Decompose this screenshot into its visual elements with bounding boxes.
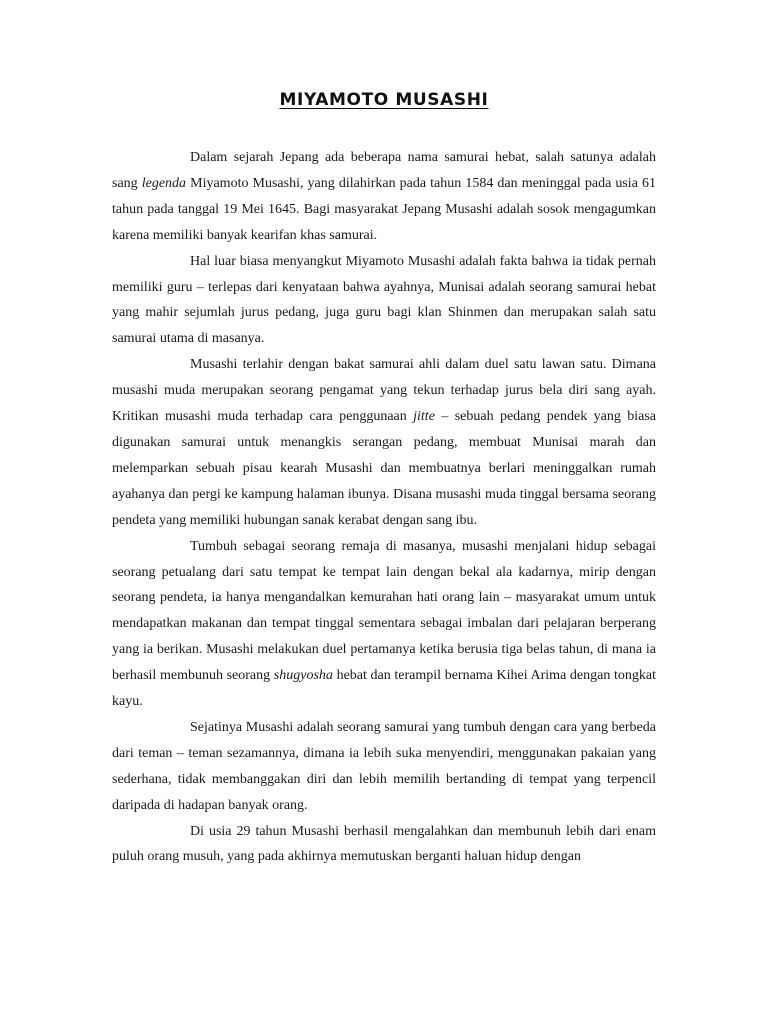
paragraph-4-text-a: Tumbuh sebagai seorang remaja di masanya, musashi menjalani hidup sebagai seorang petualang dari satu tempat ke tempat lain dengan bekal ala kadarnya, mirip dengan seorang pendeta, ia hanya mengandalkan kemurahan hati orang lain – masyarakat umum untuk mendapatkan makanan dan tempat tinggal sementara sebagai imbalan dari pelajaran berperang yang ia berikan. Musashi melakukan duel pertamanya ketika berusia tiga belas tahun, di mana ia berhasil membunuh seorang: [112, 538, 656, 684]
paragraph-1-text-b: Miyamoto Musashi, yang dilahirkan pada tahun 1584 dan meninggal pada usia 61 tahun pada tanggal 19 Mei 1645. Bagi masyarakat Jepang Musashi adalah sosok mengagumkan karena memiliki banyak kearifan khas samurai.: [112, 175, 656, 243]
paragraph-3-text-a: Musashi terlahir dengan bakat samurai ahli dalam duel satu lawan satu. Dimana musashi muda merupakan seorang pengamat yang tekun terhadap jurus bela diri sang ayah. Kritikan musashi muda terhadap cara penggunaan: [112, 357, 656, 425]
paragraph-2: Hal luar biasa menyangkut Miyamoto Musashi adalah fakta bahwa ia tidak pernah memiliki guru – terlepas dari kenyataan bahwa ayahnya, Munisai adalah seorang samurai hebat yang mahir sejumlah jurus pedang, juga guru bagi klan Shinmen dan merupakan salah satu samurai utama di masanya.: [112, 253, 656, 347]
paragraph-6: Di usia 29 tahun Musashi berhasil mengalahkan dan membunuh lebih dari enam puluh orang musuh, yang pada akhirnya memutuskan berganti haluan hidup dengan: [112, 823, 656, 865]
paragraph-3-text-b: – sebuah pedang pendek yang biasa digunakan samurai untuk menangkis serangan pedang, membuat Munisai marah dan melemparkan sebuah pisau kearah Musashi dan membuatnya berlari meninggalkan rumah ayahanya dan pergi ke kampung halaman ibunya. Disana musashi muda tinggal bersama seorang pendeta yang memiliki hubungan sanak kerabat dengan sang ibu.: [112, 409, 656, 528]
paragraph-1-text-a: Dalam sejarah Jepang ada beberapa nama samurai hebat, salah satunya adalah sang: [112, 150, 656, 191]
document-body: [112, 145, 656, 870]
paragraph-3: [112, 352, 656, 533]
paragraph-1-italic: legenda: [141, 175, 187, 191]
paragraph-3-italic: jitte: [413, 409, 435, 425]
paragraph-4-italic: shugyosha: [273, 668, 333, 684]
paragraph-4: [112, 534, 656, 715]
paragraph-4-text-b: hebat dan terampil bernama Kihei Arima dengan tongkat kayu.: [112, 668, 656, 710]
paragraph-5: Sejatinya Musashi adalah seorang samurai yang tumbuh dengan cara yang berbeda dari teman – teman sezamannya, dimana ia lebih suka menyendiri, menggunakan pakaian yang sederhana, tidak membanggakan diri dan lebih memilih bertanding di tempat yang terpencil daripada di hadapan banyak orang.: [112, 719, 656, 813]
document-title: MIYAMOTO MUSASHI: [279, 90, 489, 110]
paragraph-1: [112, 145, 656, 249]
